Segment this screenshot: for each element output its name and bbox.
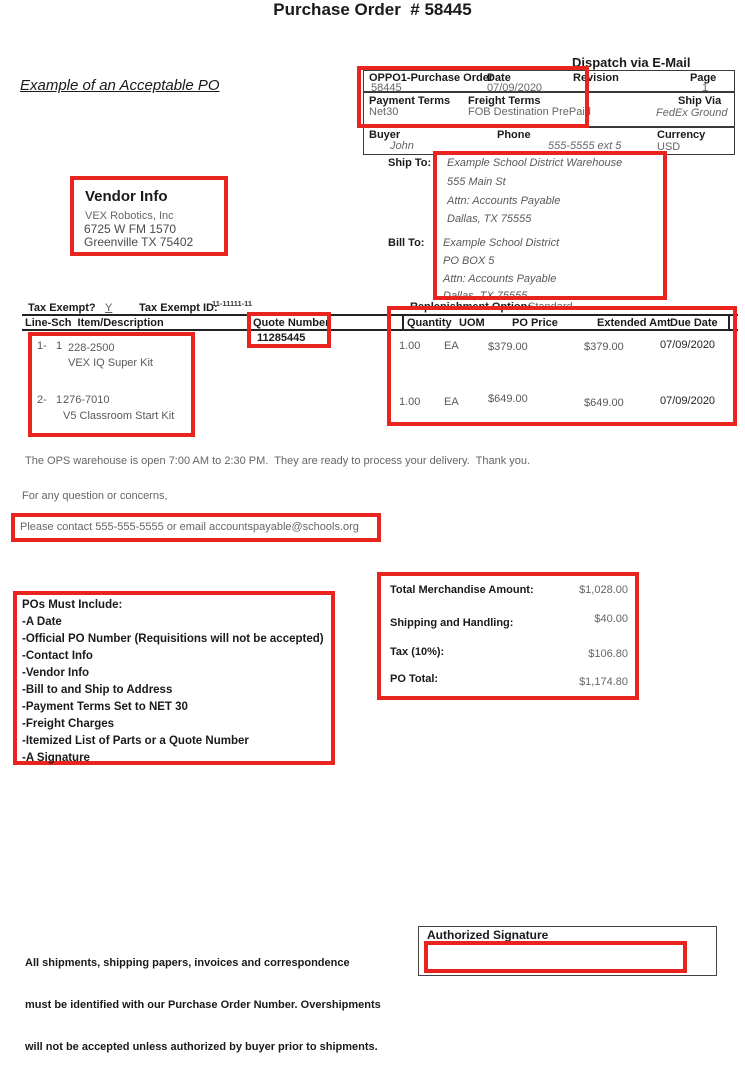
quantity-header: Quantity (407, 317, 452, 329)
vendor-company: VEX Robotics, Inc (85, 210, 174, 222)
due-date-header: Due Date (670, 317, 718, 329)
annotation-box-contact (11, 513, 381, 542)
tax-exempt-id-label: Tax Exempt ID: (139, 302, 218, 314)
ship-to-line-1: Example School District Warehouse (447, 157, 623, 169)
requirement-item-1: -A Date (22, 616, 62, 628)
phone-label: Phone (497, 129, 531, 141)
page-label: Page (690, 72, 717, 84)
item-1-code: 228-2500 (68, 342, 115, 354)
buyer-label: Buyer (369, 129, 401, 141)
item-2-extended: $649.00 (584, 397, 624, 409)
tax-exempt-label: Tax Exempt? (28, 302, 96, 314)
item-2-price: $649.00 (488, 393, 528, 405)
ship-to-label: Ship To: (388, 157, 432, 169)
requirement-item-5: -Bill to and Ship to Address (22, 684, 173, 696)
replenishment-option-value: Standard (528, 301, 573, 313)
po-price-header: PO Price (512, 317, 558, 329)
ship-to-line-2: 555 Main St (447, 176, 506, 188)
requirements-title: POs Must Include: (22, 599, 123, 611)
ship-via-value: FedEx Ground (656, 107, 728, 119)
freight-terms-label: Freight Terms (468, 95, 541, 107)
shipment-notice (25, 928, 381, 1082)
requirement-item-3: -Contact Info (22, 650, 93, 662)
example-note: Example of an Acceptable PO (20, 77, 220, 94)
page-title: Purchase Order # 58445 (273, 0, 472, 19)
item-1-description: VEX IQ Super Kit (68, 357, 153, 369)
total-merchandise-value: $1,028.00 (579, 584, 628, 596)
item-2-due-date: 07/09/2020 (660, 395, 716, 407)
item-1-extended: $379.00 (584, 341, 624, 353)
requirement-item-9: -A Signature (22, 752, 90, 764)
item-1-line-sch: 1- 1 (37, 340, 63, 352)
po-total-value: $1,174.80 (579, 676, 628, 688)
annotation-box-quantities (387, 306, 737, 426)
po-number-label: OPPO1-Purchase Order (369, 72, 494, 84)
warehouse-note: The OPS warehouse is open 7:00 AM to 2:30 PM. They are ready to process your delivery. Thank you. (25, 455, 531, 467)
requirement-item-2: -Official PO Number (Requisitions will not be accepted) (22, 633, 324, 645)
item-2-line-sch: 2- 1 (37, 394, 63, 406)
revision-label: Revision (573, 72, 619, 84)
annotation-box-header-fields (357, 66, 589, 128)
quote-number-value: 11285445 (257, 332, 306, 344)
item-2-code: 276-7010 (63, 394, 110, 406)
quote-number-header: Quote Number (253, 317, 330, 329)
shipment-notice-line-2: must be identified with our Purchase Order Number. Overshipments (25, 999, 381, 1011)
tax-exempt-id-value: 11-11111-11 (212, 299, 253, 308)
bill-to-label: Bill To: (388, 237, 425, 249)
requirement-item-4: -Vendor Info (22, 667, 90, 679)
annotation-box-signature-field (424, 941, 687, 973)
dispatch-method-label: Dispatch via E-Mail (572, 55, 691, 70)
ship-to-line-4: Dallas, TX 75555 (447, 213, 532, 225)
tax-value: $106.80 (588, 648, 628, 660)
buyer-value: John (390, 140, 414, 152)
page-value: 1 (702, 82, 709, 94)
po-number-value: 58445 (371, 82, 402, 94)
bill-to-line-4: Dallas, TX 75555 (443, 290, 528, 302)
payment-terms-label: Payment Terms (369, 95, 451, 107)
bill-to-line-2: PO BOX 5 (443, 255, 495, 267)
requirement-item-6: -Payment Terms Set to NET 30 (22, 701, 188, 713)
item-1-uom: EA (444, 340, 459, 352)
annotation-box-line-items (28, 332, 195, 437)
currency-value: USD (657, 141, 681, 153)
requirement-item-8: -Itemized List of Parts or a Quote Number (22, 735, 249, 747)
vendor-info-title: Vendor Info (85, 188, 168, 205)
uom-header: UOM (459, 317, 485, 329)
annotation-box-addresses (433, 151, 667, 300)
replenishment-option-label: Replenishment Option: (410, 301, 531, 313)
annotation-box-quote-number (247, 312, 331, 348)
line-item-column-header: Line-Sch Item/Description (25, 317, 164, 329)
authorized-signature-label: Authorized Signature (427, 928, 549, 942)
item-2-uom: EA (444, 396, 459, 408)
shipping-handling-value: $40.00 (594, 613, 628, 625)
date-label: Date (487, 72, 511, 84)
currency-label: Currency (657, 129, 706, 141)
item-1-due-date: 07/09/2020 (660, 339, 716, 351)
tax-label: Tax (10%): (390, 646, 445, 658)
extended-amt-header: Extended Amt (597, 317, 671, 329)
date-value: 07/09/2020 (487, 82, 543, 94)
freight-terms-value: FOB Destination PrePaid (468, 106, 591, 118)
item-1-qty: 1.00 (399, 340, 421, 352)
item-2-qty: 1.00 (399, 396, 421, 408)
vendor-address-line-2: Greenville TX 75402 (84, 235, 194, 249)
item-2-description: V5 Classroom Start Kit (63, 410, 175, 422)
contact-note: Please contact 555-555-5555 or email accountspayable@schools.org (20, 521, 359, 533)
vendor-address-line-1: 6725 W FM 1570 (84, 222, 177, 236)
ship-to-line-3: Attn: Accounts Payable (447, 195, 561, 207)
shipment-notice-line-1: All shipments, shipping papers, invoices and correspondence (25, 957, 350, 969)
shipping-handling-label: Shipping and Handling: (390, 617, 514, 629)
phone-value: 555-5555 ext 5 (548, 140, 622, 152)
questions-note: For any question or concerns, (22, 490, 168, 502)
tax-exempt-value: Y (105, 302, 113, 314)
requirement-item-7: -Freight Charges (22, 718, 115, 730)
ship-via-label: Ship Via (678, 95, 722, 107)
shipment-notice-line-3: will not be accepted unless authorized by buyer prior to shipments. (25, 1041, 378, 1053)
po-total-label: PO Total: (390, 673, 439, 685)
bill-to-line-1: Example School District (443, 237, 560, 249)
payment-terms-value: Net30 (369, 106, 399, 118)
total-merchandise-label: Total Merchandise Amount: (390, 584, 534, 596)
item-1-price: $379.00 (488, 341, 528, 353)
bill-to-line-3: Attn: Accounts Payable (443, 273, 557, 285)
